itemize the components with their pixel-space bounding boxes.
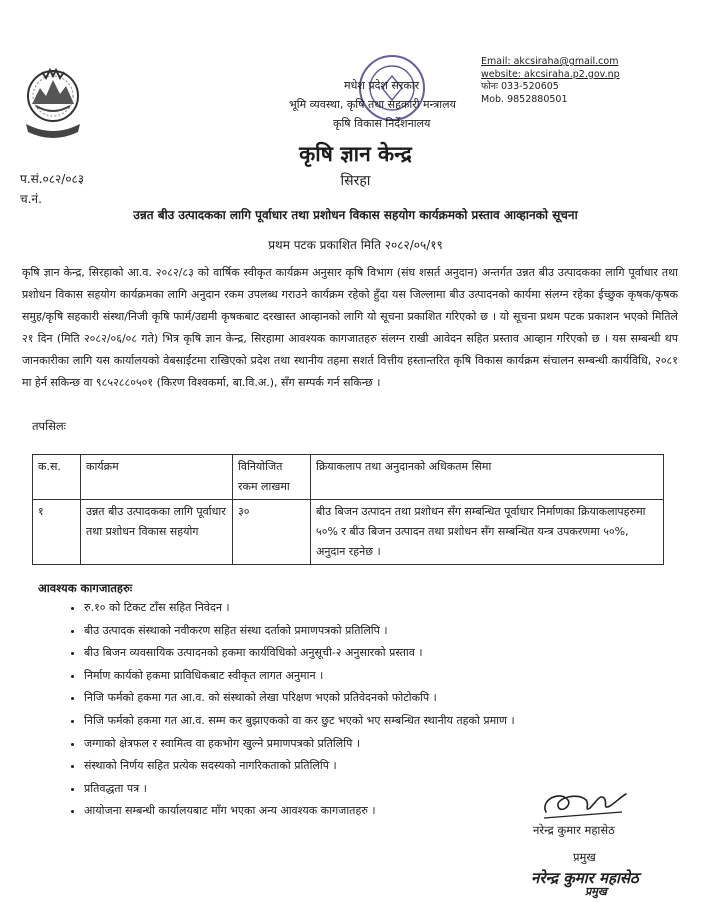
notice-heading: उन्नत बीउ उत्पादकका लागि पूर्वाधार तथा प्रशोधन विकास सहयोग कार्यक्रमको प्रस्ताव आव्हानको सूचना xyxy=(133,208,578,222)
directorate-name: कृषि विकास निर्देशनालय xyxy=(333,117,431,130)
column-header-sn: क.स. xyxy=(33,455,81,500)
cell-program: उन्नत बीउ उत्पादकका लागि पूर्वाधार तथा प्रशोधन विकास सहयोग xyxy=(81,500,233,565)
column-header-program: कार्यक्रम xyxy=(81,455,233,500)
dispatch-number: च.नं. xyxy=(20,192,42,206)
details-table xyxy=(32,454,664,565)
cell-activity: बीउ बिजन उत्पादन तथा प्रशोधन सँग सम्बन्धित पूर्वाधार निर्माणका क्रियाकलापहरुमा ५०% र बीउ बिजन उत्पादन तथा प्रशोधन सँग सम्बन्धित यन्त्र उपकरणमा ५०%, अनुदान रहनेछ । xyxy=(311,500,664,565)
nepal-emblem-icon xyxy=(22,66,84,144)
list-item: • जग्गाको क्षेत्रफल र स्वामित्व वा हकभोग खुल्ने प्रमाणपत्रको प्रतिलिपि । xyxy=(84,733,711,756)
email-link[interactable]: Email: akcsiraha@gmail.com xyxy=(481,56,619,67)
list-item: • आयोजना सम्बन्धी कार्यालयबाट माँग भएका अन्य आवश्यक कागजातहरु । xyxy=(84,800,711,823)
column-header-amount: विनियोजित रकम लाखमा xyxy=(233,455,311,500)
details-label: तपसिलः xyxy=(32,419,66,433)
government-name: मधेश प्रदेश सरकार xyxy=(344,79,420,92)
list-item: • बीउ उत्पादक संस्थाको नवीकरण सहित संस्था दर्ताको प्रमाणपत्रको प्रतिलिपि । xyxy=(84,620,711,643)
table-header-row xyxy=(33,455,664,500)
signatory-name: नरेन्द्र कुमार महासेठ xyxy=(533,823,615,837)
list-item: • बीउ बिजन व्यवसायिक उत्पादनको हकमा कार्यविधिको अनुसूची-२ अनुसारको प्रस्ताव । xyxy=(84,642,711,665)
notice-body: कृषि ज्ञान केन्द्र, सिरहाको आ.व. २०८२/८३ को वार्षिक स्वीकृत कार्यक्रम अनुसार कृषि विभाग (संघ शसर्त अनुदान) अन्तर्गत उन्नत बीउ उत्पादकका लागि पूर्वाधार तथा प्रशोधन विकास सहयोग कार्यक्रमका लागि अनुदान रकम उपलब्ध गराउने कार्यक्रम रहेको हुँदा यस जिल्लामा बीउ उत्पादनको कार्यमा संलग्न रहेका ईच्छुक कृषक/कृषक समुह/कृषि सहकारी संस्था/निजी कृषि फार्म/उद्यमी कृषकबाट दरखास्त आव्हानको लागि यो सूचना प्रकाशित गरिएको छ । यो सूचना प्रथम पटक प्रकाशन भएको मितिले २१ दिन (मिति २०८२/०६/०८ गते) भित्र कृषि ज्ञान केन्द्र, सिरहामा आवश्यक कागजातहरु संलग्न राखी आवेदन सहित प्रस्ताव आव्हान गरिएको छ । यस सम्बन्धी थप जानकारीका लागि यस कार्यालयको वेबसाईटमा राखिएको प्रदेश तथा स्थानीय तहमा सशर्त वित्तीय हस्तान्तरित कृषि विकास कार्यक्रम संचालन सम्बन्धी कार्यविधि, २०८१ मा हेर्न सकिन्छ वा ९८५२८८०५०१ (किरण विश्वकर्मा, बा.वि.अ.), सँग सम्पर्क गर्न सकिन्छ । xyxy=(22,266,678,389)
documents-title: आवश्यक कागजातहरुः xyxy=(38,581,133,595)
reference-number: प.सं.०८२/०८३ xyxy=(20,172,85,186)
phone-number: फोनः 033-520605 xyxy=(481,81,559,92)
column-header-activity: क्रियाकलाप तथा अनुदानको अधिकतम सिमा xyxy=(311,455,664,500)
signatory-title: प्रमुख xyxy=(573,850,596,864)
publish-date: प्रथम पटक प्रकाशित मिति २०८२/०५/१९ xyxy=(268,238,443,252)
cell-amount: ३० xyxy=(233,500,311,565)
list-item: • निजि फर्मको हकमा गत आ.व. सम्म कर बुझाएकको वा कर छुट भएको भए सम्बन्धित स्थानीय तहको प्रमाण । xyxy=(84,710,711,733)
list-item: • निर्माण कार्यको हकमा प्राविधिकबाट स्वीकृत लागत अनुमान । xyxy=(84,665,711,688)
title-stamp: प्रमुख xyxy=(585,885,607,898)
mobile-number: Mob. 9852880501 xyxy=(481,93,568,105)
list-item: • प्रतिवद्धता पत्र । xyxy=(84,778,711,801)
signature-icon xyxy=(538,786,628,822)
list-item: • रु.१० को टिकट टाँस सहित निवेदन । xyxy=(84,597,711,620)
office-title: कृषि ज्ञान केन्द्र xyxy=(299,142,412,166)
name-stamp: नरेन्द्र कुमार महासेठ xyxy=(531,869,639,887)
list-item: • निजि फर्मको हकमा गत आ.व. को संस्थाको लेखा परिक्षण भएको प्रतिवेदनको फोटोकपि । xyxy=(84,687,711,710)
website-link[interactable]: website: akcsiraha.p2.gov.np xyxy=(481,68,620,80)
contact-block xyxy=(481,56,620,106)
table-row xyxy=(33,500,664,565)
office-location: सिरहा xyxy=(340,173,371,189)
cell-sn: १ xyxy=(33,500,81,565)
list-item: • संस्थाको निर्णय सहित प्रत्येक सदस्यको नागरिकताको प्रतिलिपि । xyxy=(84,755,711,778)
ministry-name: भूमि व्यवस्था, कृषि तथा सहकारी मन्त्रालय xyxy=(289,98,456,111)
